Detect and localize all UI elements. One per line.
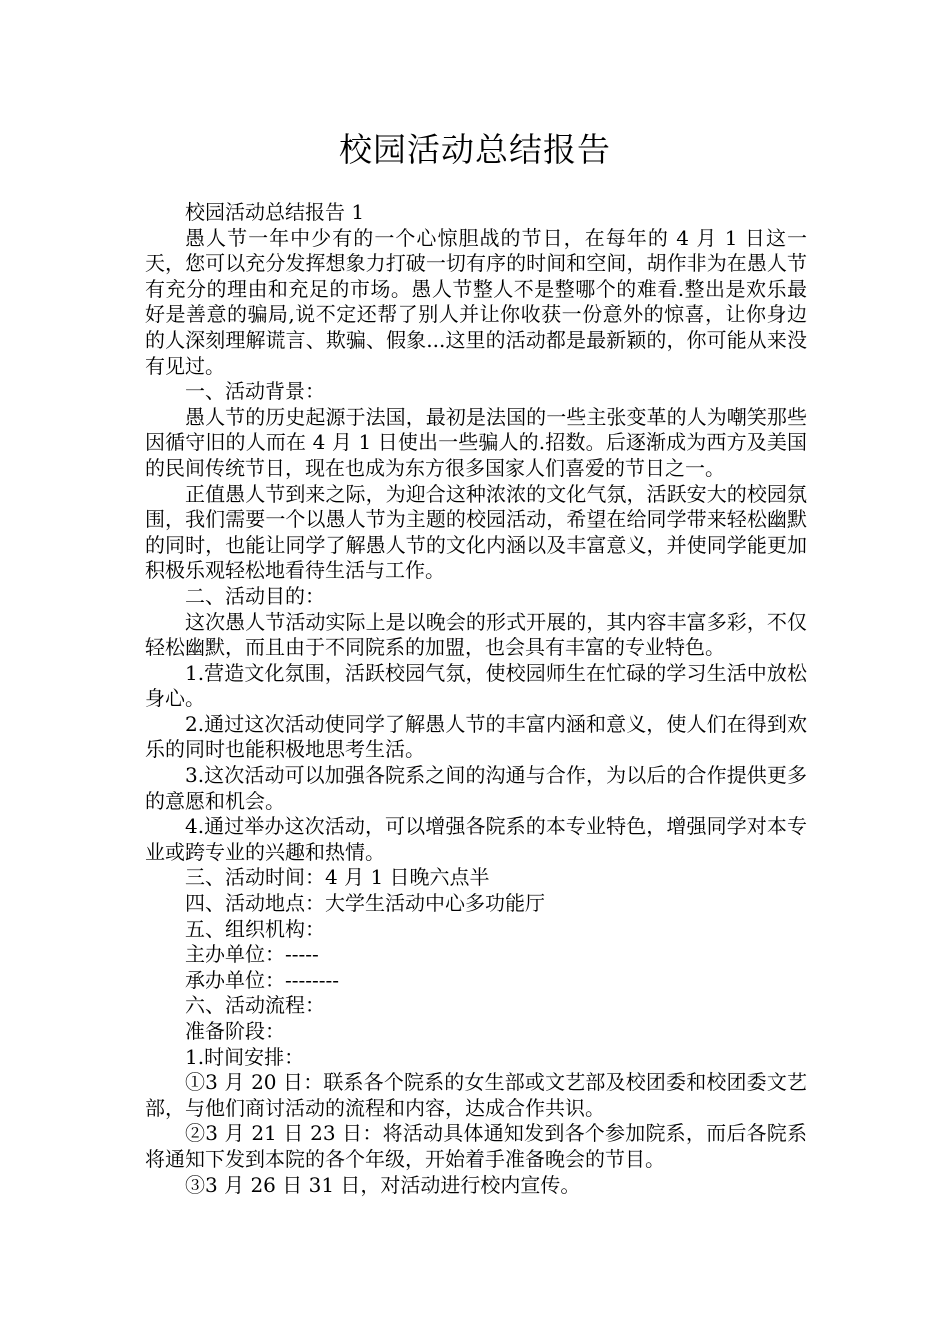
preparation-stage-heading: 准备阶段： <box>185 1019 285 1043</box>
document-body <box>145 200 807 1198</box>
purpose-item-4: 4.通过举办这次活动，可以增强各院系的本专业特色，增强同学对本专业或跨专业的兴趣和热情。 <box>145 814 807 864</box>
schedule-heading: 1.时间安排： <box>185 1044 305 1069</box>
section-heading-organization: 五、组织机构： <box>185 916 325 941</box>
section-heading-background: 一、活动背景： <box>185 379 325 404</box>
purpose-paragraph: 这次愚人节活动实际上是以晚会的形式开展的，其内容丰富多彩，不仅轻松幽默，而且由于不同院系的加盟，也会具有丰富的专业特色。 <box>145 609 807 660</box>
section-heading-time: 三、活动时间：4 月 1 日晚六点半 <box>185 865 490 890</box>
purpose-item-3: 3.这次活动可以加强各院系之间的沟通与合作，为以后的合作提供更多的意愿和机会。 <box>145 763 807 813</box>
schedule-item-1: ①3 月 20 日：联系各个院系的女生部或文艺部及校团委和校团委文艺部，与他们商讨活动的流程和内容，达成合作共识。 <box>145 1070 807 1120</box>
intro-paragraph: 愚人节一年中少有的一个心惊胆战的节日，在每年的 4 月 1 日这一天，您可以充分发挥想象力打破一切有序的时间和空间，胡作非为在愚人节有充分的理由和充足的市场。愚人节整人不是整哪个的难看.整出是欢乐最好是善意的骗局,说不定还帮了别人并让你收获一份意外的惊喜，让你身边的人深刻理解谎言、欺骗、假象...这里的活动都是最新颖的，你可能从来没有见过。 <box>145 225 807 378</box>
background-paragraph-1: 愚人节的历史起源于法国，最初是法国的一些主张变革的人为嘲笑那些因循守旧的人而在 4 月 1 日使出一些骗人的.招数。后逐渐成为西方及美国的民间传统节日，现在也成为东方很多国家人们喜爱的节日之一。 <box>145 404 807 480</box>
schedule-item-3: ③3 月 26 日 31 日，对活动进行校内宣传。 <box>185 1172 581 1197</box>
purpose-item-2: 2.通过这次活动使同学了解愚人节的丰富内涵和意义，使人们在得到欢乐的同时也能积极地思考生活。 <box>145 711 807 762</box>
section-heading-location: 四、活动地点：大学生活动中心多功能厅 <box>185 891 545 916</box>
section-heading-purpose: 二、活动目的： <box>185 583 325 608</box>
organizer-line: 主办单位：----- <box>185 942 319 967</box>
background-paragraph-2: 正值愚人节到来之际，为迎合这种浓浓的文化气氛，活跃安大的校园氛围，我们需要一个以愚人节为主题的校园活动，希望在给同学带来轻松幽默的同时，也能让同学了解愚人节的文化内涵以及丰富意义，并使同学能更加积极乐观轻松地看待生活与工作。 <box>145 481 807 583</box>
document-title: 校园活动总结报告 <box>339 130 611 169</box>
report-heading: 校园活动总结报告 1 <box>185 200 365 224</box>
section-heading-process: 六、活动流程： <box>185 993 325 1018</box>
purpose-item-1: 1.营造文化氛围，活跃校园气氛，使校园师生在忙碌的学习生活中放松身心。 <box>145 660 807 711</box>
co-organizer-line: 承办单位：-------- <box>185 967 340 992</box>
schedule-item-2: ②3 月 21 日 23 日：将活动具体通知发到各个参加院系，而后各院系将通知下发到本院的各个年级，开始着手准备晚会的节目。 <box>145 1121 807 1171</box>
